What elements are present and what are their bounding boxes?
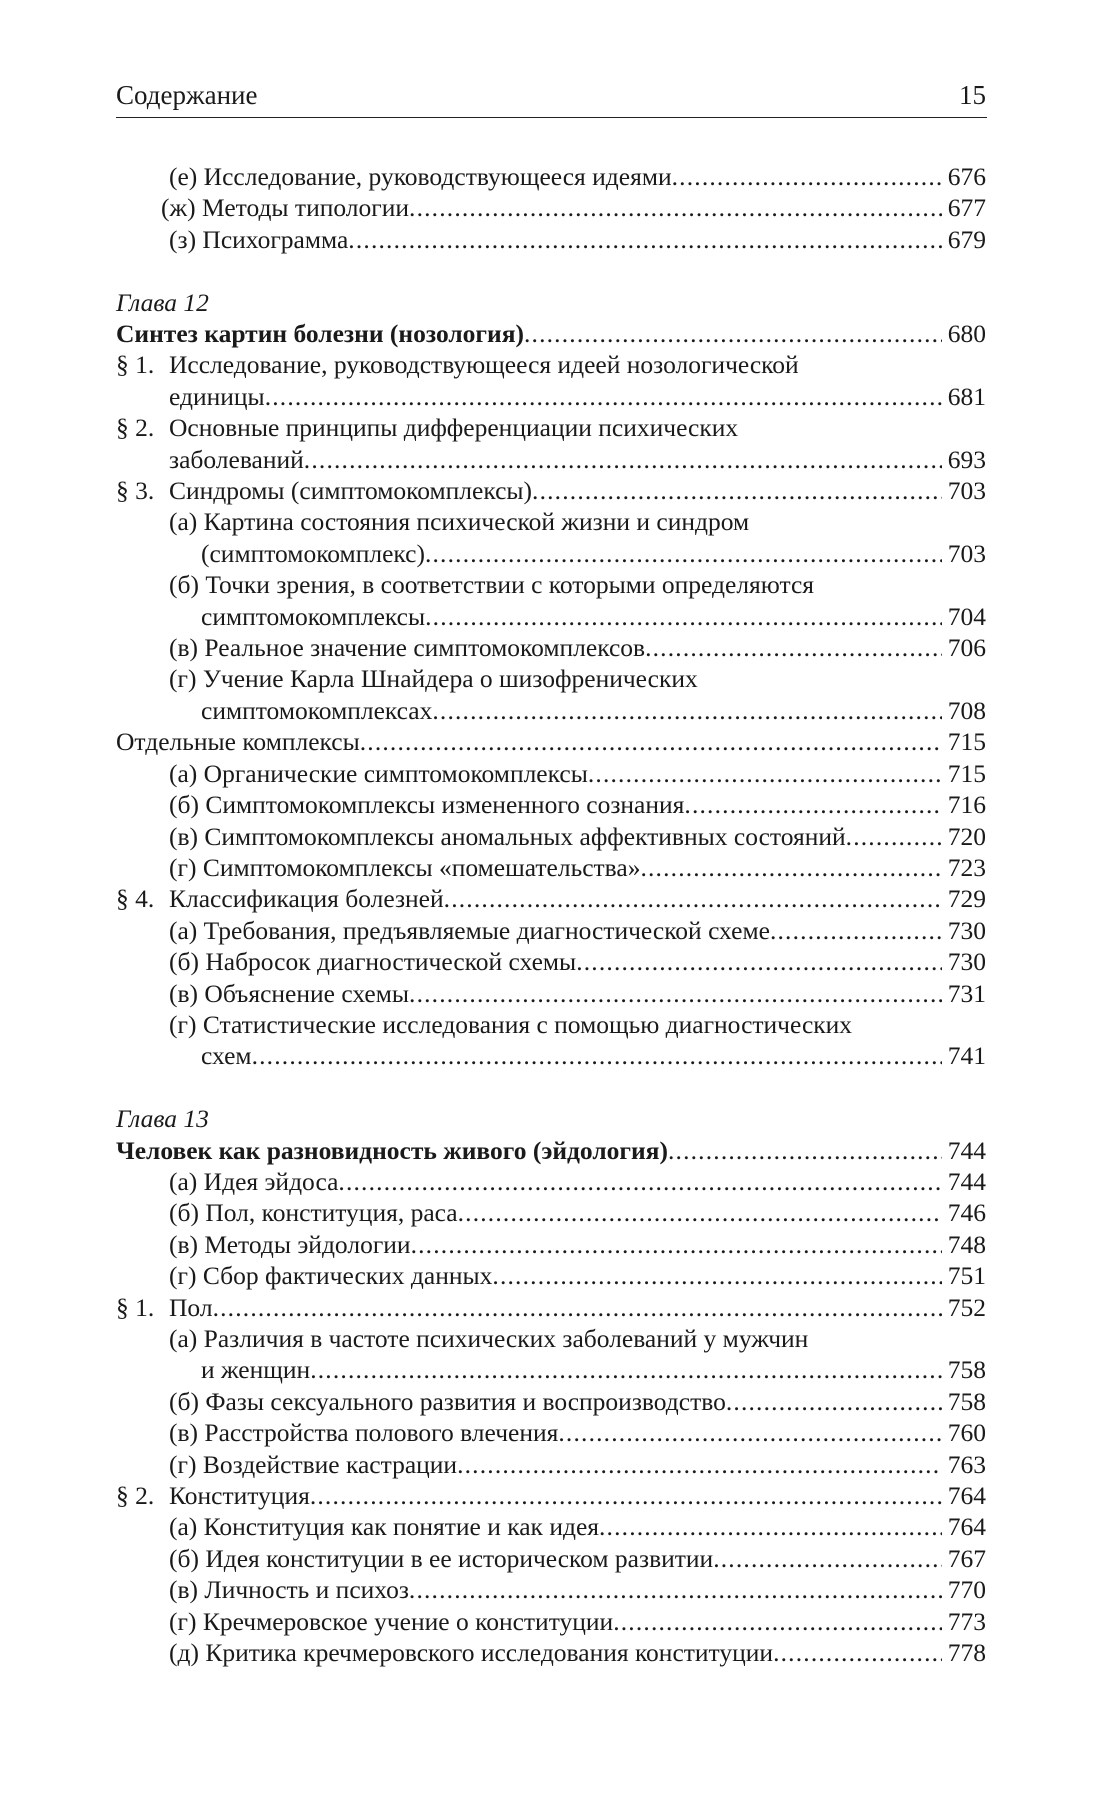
leader-dots bbox=[213, 1292, 942, 1323]
subsection-text: (а) Требования, предъявляемые диагностической схеме bbox=[169, 915, 770, 945]
toc-entry-page: 703 bbox=[947, 476, 986, 506]
toc-entry-page: 729 bbox=[947, 884, 986, 914]
subsection-text: (д) Критика кречмеровского исследования конституции bbox=[169, 1638, 774, 1668]
leader-dots bbox=[409, 192, 942, 223]
subsection-entry[interactable] bbox=[116, 632, 986, 663]
section-number: § 2. bbox=[116, 413, 155, 443]
chapter-title: Человек как разновидность живого (эйдология) bbox=[116, 1135, 668, 1165]
subsection-text: (б) Набросок диагностической схемы bbox=[169, 947, 577, 977]
leader-dots bbox=[304, 444, 942, 475]
subsection-text: и женщин bbox=[201, 1355, 311, 1385]
leader-dots bbox=[338, 1166, 941, 1197]
toc-entry-page: 760 bbox=[947, 1418, 986, 1448]
toc-entry-page: 708 bbox=[947, 695, 986, 725]
section-entry-line[interactable] bbox=[116, 349, 986, 380]
subsection-entry-continuation[interactable] bbox=[116, 601, 986, 632]
section-entry-continuation[interactable] bbox=[116, 444, 986, 475]
leader-dots bbox=[457, 1449, 942, 1480]
leader-dots bbox=[576, 946, 942, 977]
subsection-text: симптомокомплексах bbox=[201, 695, 433, 725]
chapter-title-entry[interactable] bbox=[116, 1135, 986, 1166]
toc-entry-text: (е) Исследование, руководствующееся идеями bbox=[169, 162, 672, 191]
subsection-entry[interactable] bbox=[116, 978, 986, 1009]
leader-dots bbox=[310, 1480, 942, 1511]
subsection-entry[interactable] bbox=[116, 1606, 986, 1637]
leader-dots bbox=[684, 789, 941, 820]
toc-entry-page: 680 bbox=[947, 319, 986, 349]
subsection-entry[interactable] bbox=[116, 1543, 986, 1574]
subsection-entry[interactable] bbox=[116, 1260, 986, 1291]
leader-dots bbox=[773, 1637, 942, 1668]
section-text: Классификация болезней bbox=[169, 884, 444, 914]
section-text: заболеваний bbox=[169, 444, 304, 474]
toc-entry-page: 746 bbox=[947, 1198, 986, 1228]
toc-entry-page: 730 bbox=[947, 947, 986, 977]
section-entry[interactable] bbox=[116, 475, 986, 506]
toc-entry-page: 706 bbox=[947, 633, 986, 663]
subsection-text: (а) Идея эйдоса bbox=[169, 1166, 339, 1196]
subsection-entry[interactable] bbox=[116, 1574, 986, 1605]
leader-dots bbox=[672, 161, 942, 192]
leader-dots bbox=[640, 852, 941, 883]
leader-dots bbox=[310, 1354, 942, 1385]
subsection-text: (г) Симптомокомплексы «помешательства» bbox=[169, 852, 641, 882]
section-entry-line[interactable] bbox=[116, 412, 986, 443]
subsection-text: (г) Кречмеровское учение о конституции bbox=[169, 1606, 614, 1636]
toc-entry-page: 773 bbox=[947, 1606, 986, 1636]
toc-entry-text: (з) Психограмма bbox=[169, 224, 349, 254]
leader-dots bbox=[252, 1040, 942, 1071]
section-number: § 3. bbox=[116, 476, 155, 506]
subsection-text: симптомокомплексы bbox=[201, 601, 426, 631]
section-number: § 1. bbox=[116, 350, 155, 380]
toc-entry-page: 730 bbox=[947, 915, 986, 945]
subsection-text: (г) Воздействие кастрации bbox=[169, 1449, 458, 1479]
subsection-text: (б) Идея конституции в ее историческом развитии bbox=[169, 1543, 714, 1573]
section-entry[interactable] bbox=[116, 1480, 986, 1511]
toc-entry[interactable] bbox=[116, 192, 986, 223]
leader-dots bbox=[411, 1229, 942, 1260]
subsection-entry[interactable] bbox=[116, 1386, 986, 1417]
leader-dots bbox=[613, 1606, 942, 1637]
subsection-entry[interactable] bbox=[116, 915, 986, 946]
toc-entry[interactable] bbox=[116, 161, 986, 192]
section-text: Основные принципы дифференциации психических bbox=[169, 413, 739, 443]
subsection-entry-continuation[interactable] bbox=[116, 1040, 986, 1071]
section-number: § 1. bbox=[116, 1292, 155, 1322]
subsection-entry-line[interactable]: (г) Учение Карла Шнайдера о шизофренических bbox=[169, 664, 698, 694]
section-text: Отдельные комплексы bbox=[116, 727, 360, 757]
toc-entry-page: 758 bbox=[947, 1386, 986, 1416]
subsection-entry[interactable] bbox=[116, 1166, 986, 1197]
chapter-title-entry[interactable] bbox=[116, 318, 986, 349]
toc-entry-page: 758 bbox=[947, 1355, 986, 1385]
subsection-text: схем bbox=[201, 1041, 252, 1071]
subsection-entry[interactable] bbox=[116, 946, 986, 977]
subsection-text: (симптомокомплекс) bbox=[201, 538, 425, 568]
subsection-entry-line[interactable]: (а) Различия в частоте психических заболеваний у мужчин bbox=[169, 1324, 809, 1353]
leader-dots bbox=[458, 1197, 942, 1228]
subsection-entry[interactable] bbox=[116, 1449, 986, 1480]
leader-dots bbox=[645, 632, 942, 663]
running-title: Содержание bbox=[116, 80, 258, 110]
toc-entry-page: 720 bbox=[947, 821, 986, 851]
leader-dots bbox=[409, 978, 942, 1009]
leader-dots bbox=[265, 381, 942, 412]
toc-entry-page: 704 bbox=[947, 601, 986, 631]
toc-entry-page: 744 bbox=[947, 1135, 986, 1165]
toc-entry-page: 744 bbox=[947, 1166, 986, 1196]
toc-entry[interactable] bbox=[116, 224, 986, 255]
table-of-contents bbox=[116, 161, 986, 1668]
leader-dots bbox=[726, 1386, 942, 1417]
subsection-entry[interactable] bbox=[116, 852, 986, 883]
subsection-text: (в) Объяснение схемы bbox=[169, 978, 410, 1008]
toc-entry-page: 703 bbox=[947, 538, 986, 568]
leader-dots bbox=[713, 1543, 942, 1574]
toc-entry-page: 723 bbox=[947, 852, 986, 882]
subsection-text: (в) Личность и психоз bbox=[169, 1575, 409, 1605]
subsection-entry[interactable] bbox=[116, 1197, 986, 1228]
leader-dots bbox=[532, 475, 942, 506]
toc-entry-page: 716 bbox=[947, 790, 986, 820]
chapter-label: Глава 13 bbox=[116, 1104, 209, 1134]
toc-entry-page: 681 bbox=[947, 381, 986, 411]
page-number: 15 bbox=[959, 80, 986, 110]
toc-entry-page: 731 bbox=[947, 978, 986, 1008]
section-number: § 4. bbox=[116, 884, 155, 914]
subsection-text: (в) Методы эйдологии bbox=[169, 1229, 411, 1259]
section-text: Исследование, руководствующееся идеей нозологической bbox=[169, 350, 799, 380]
toc-entry-page: 767 bbox=[947, 1543, 986, 1573]
toc-entry-page: 778 bbox=[947, 1638, 986, 1668]
leader-dots bbox=[558, 1417, 941, 1448]
subsection-entry[interactable] bbox=[116, 1511, 986, 1542]
toc-entry-page: 715 bbox=[947, 727, 986, 757]
subsection-entry[interactable] bbox=[116, 789, 986, 820]
section-entry[interactable] bbox=[116, 1292, 986, 1323]
leader-dots bbox=[425, 601, 942, 632]
subsection-text: (б) Фазы сексуального развития и воспроизводство bbox=[169, 1386, 726, 1416]
subsection-text: (г) Сбор фактических данных bbox=[169, 1261, 493, 1291]
subsection-entry[interactable] bbox=[116, 1229, 986, 1260]
leader-dots bbox=[599, 1511, 942, 1542]
toc-entry-page: 763 bbox=[947, 1449, 986, 1479]
toc-entry-page: 764 bbox=[947, 1512, 986, 1542]
subsection-entry[interactable] bbox=[116, 1417, 986, 1448]
chapter-spacer bbox=[116, 255, 986, 286]
section-text: Синдромы (симптомокомплексы) bbox=[169, 476, 533, 506]
subsection-entry[interactable] bbox=[116, 1637, 986, 1668]
toc-entry-page: 677 bbox=[947, 193, 986, 223]
subsection-text: (б) Симптомокомплексы измененного сознания bbox=[169, 790, 685, 820]
leader-dots bbox=[432, 695, 941, 726]
subsection-text: (а) Конституция как понятие и как идея bbox=[169, 1512, 599, 1542]
toc-entry-page: 752 bbox=[947, 1292, 986, 1322]
section-number: § 2. bbox=[116, 1481, 155, 1511]
subsection-entry[interactable] bbox=[116, 758, 986, 789]
subsection-entry-continuation[interactable] bbox=[116, 1354, 986, 1385]
leader-dots bbox=[492, 1260, 941, 1291]
subsection-entry-line[interactable]: (г) Статистические исследования с помощью диагностических bbox=[169, 1009, 853, 1039]
subsection-text: (б) Пол, конституция, раса bbox=[169, 1198, 458, 1228]
section-entry[interactable] bbox=[116, 883, 986, 914]
leader-dots bbox=[524, 318, 942, 349]
leader-dots bbox=[846, 821, 942, 852]
section-entry-continuation[interactable] bbox=[116, 381, 986, 412]
toc-entry-page: 676 bbox=[947, 162, 986, 191]
toc-entry-page: 770 bbox=[947, 1575, 986, 1605]
subsection-entry-continuation[interactable] bbox=[116, 695, 986, 726]
header-rule bbox=[116, 117, 987, 118]
leader-dots bbox=[425, 538, 942, 569]
subsection-text: (в) Расстройства полового влечения bbox=[169, 1418, 559, 1448]
subsection-entry-continuation[interactable] bbox=[116, 538, 986, 569]
toc-entry-page: 741 bbox=[947, 1041, 986, 1071]
leader-dots bbox=[588, 758, 942, 789]
toc-entry-page: 748 bbox=[947, 1229, 986, 1259]
section-text: единицы bbox=[169, 381, 265, 411]
leader-dots bbox=[360, 726, 942, 757]
leader-dots bbox=[668, 1135, 942, 1166]
section-text: Пол bbox=[169, 1292, 213, 1322]
subsection-text: (в) Симптомокомплексы аномальных аффективных состояний bbox=[169, 821, 846, 851]
section-entry[interactable] bbox=[116, 726, 986, 757]
leader-dots bbox=[444, 883, 942, 914]
toc-entry-page: 715 bbox=[947, 758, 986, 788]
subsection-text: (а) Органические симптомокомплексы bbox=[169, 758, 588, 788]
leader-dots bbox=[409, 1574, 942, 1605]
subsection-entry-line[interactable]: (а) Картина состояния психической жизни и синдром bbox=[169, 507, 750, 537]
running-header bbox=[116, 78, 986, 112]
toc-entry-page: 764 bbox=[947, 1481, 986, 1511]
chapter-spacer bbox=[116, 1072, 986, 1103]
chapter-label: Глава 12 bbox=[116, 287, 209, 317]
leader-dots bbox=[348, 224, 941, 255]
toc-entry-page: 693 bbox=[947, 444, 986, 474]
subsection-text: (в) Реальное значение симптомокомплексов bbox=[169, 633, 646, 663]
subsection-entry-line[interactable]: (б) Точки зрения, в соответствии с которыми определяются bbox=[169, 570, 814, 600]
chapter-title: Синтез картин болезни (нозология) bbox=[116, 319, 524, 349]
leader-dots bbox=[770, 915, 942, 946]
subsection-entry[interactable] bbox=[116, 821, 986, 852]
toc-entry-page: 679 bbox=[947, 224, 986, 254]
toc-entry-page: 751 bbox=[947, 1261, 986, 1291]
toc-entry-text: (ж) Методы типологии bbox=[161, 193, 410, 223]
section-text: Конституция bbox=[169, 1481, 310, 1511]
